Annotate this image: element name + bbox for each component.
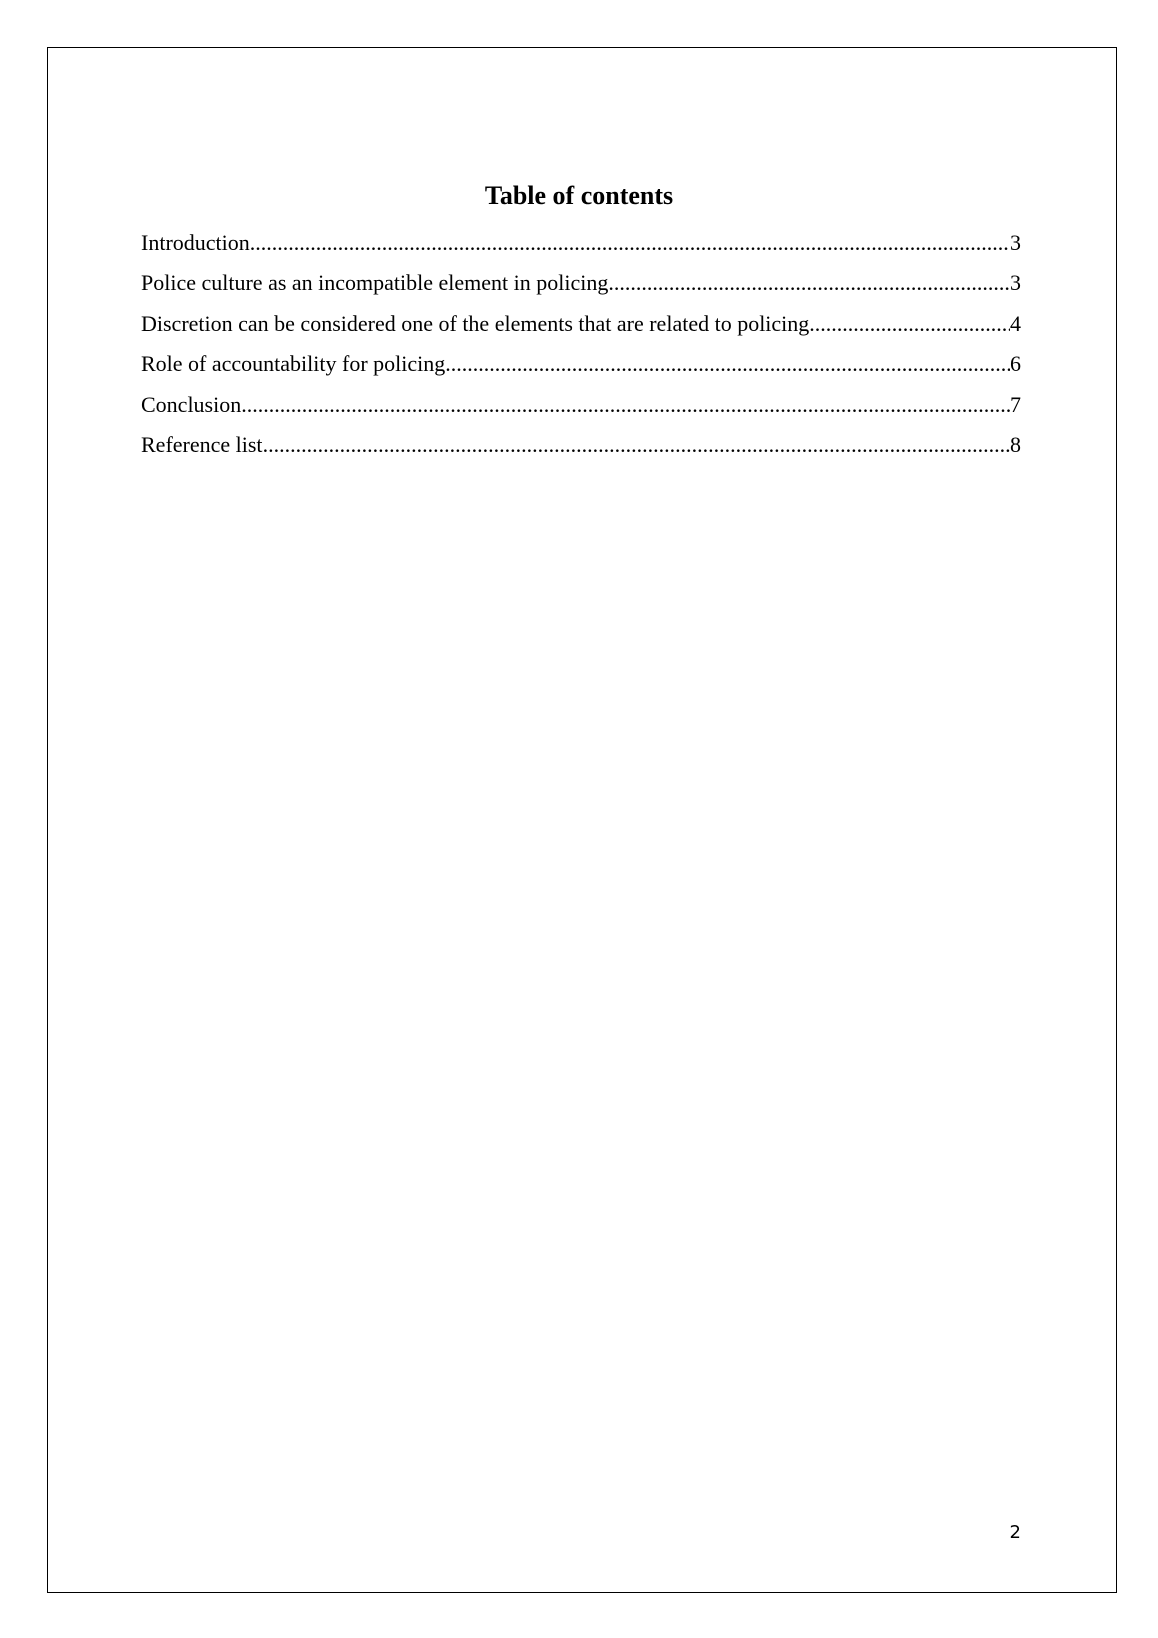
toc-dot-leader [809, 310, 1010, 338]
page-number: 2 [1009, 1522, 1021, 1543]
toc-entry-label: Reference list [141, 431, 263, 457]
toc-entry-discretion[interactable] [141, 310, 1021, 350]
toc-dot-leader [263, 431, 1010, 459]
toc-entry-accountability[interactable] [141, 350, 1021, 390]
toc-dot-leader [445, 350, 1010, 378]
toc-entry-label: Discretion can be considered one of the elements that are related to policing [141, 310, 810, 336]
toc-entry-label: Role of accountability for policing [141, 351, 446, 377]
toc-entry-page: 8 [1010, 431, 1021, 457]
toc-entry-police-culture[interactable] [141, 269, 1021, 309]
toc-dot-leader [250, 229, 1010, 257]
toc-entry-page: 6 [1010, 351, 1021, 377]
toc-dot-leader [608, 269, 1010, 297]
toc-entry-page: 3 [1010, 270, 1021, 296]
toc-list [141, 229, 1021, 471]
toc-entry-label: Conclusion [141, 391, 242, 417]
toc-title: Table of contents [484, 181, 674, 210]
toc-entry-conclusion[interactable] [141, 391, 1021, 431]
toc-entry-reference-list[interactable] [141, 431, 1021, 471]
toc-entry-page: 7 [1010, 391, 1021, 417]
toc-entry-label: Police culture as an incompatible element in policing [141, 270, 609, 296]
toc-entry-page: 3 [1010, 230, 1021, 255]
toc-entry-page: 4 [1010, 310, 1021, 336]
toc-entry-introduction[interactable] [141, 229, 1021, 269]
toc-entry-label: Introduction [141, 230, 250, 255]
toc-dot-leader [241, 391, 1010, 419]
